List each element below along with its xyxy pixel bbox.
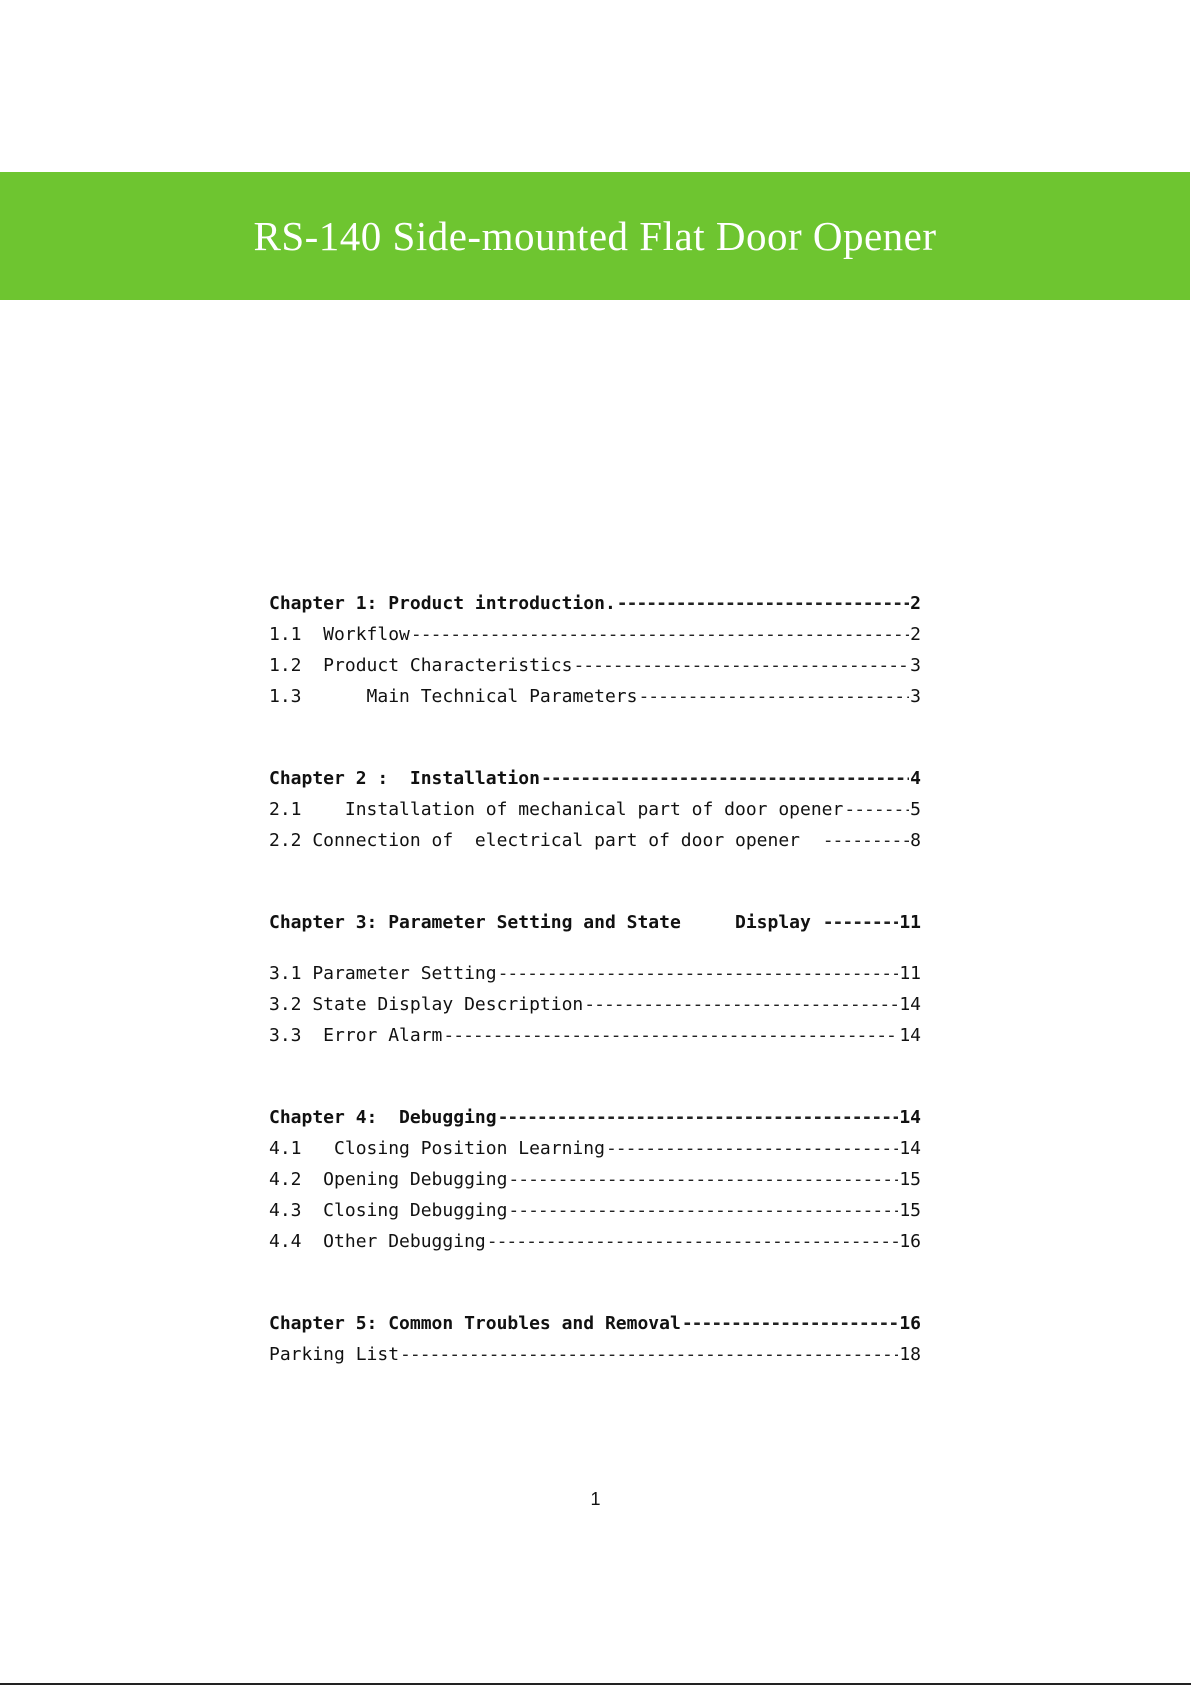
toc-entry-label: 2.2 Connection of electrical part of door opener (269, 830, 822, 851)
toc-entry-label: 1.1 Workflow (269, 624, 410, 645)
toc-leader-dots (573, 650, 909, 681)
title-banner (0, 172, 1190, 300)
toc-entry-page: 11 (899, 963, 921, 984)
toc-entry-label: Chapter 5: Common Troubles and Removal (269, 1313, 681, 1334)
toc-entry-page: 5 (910, 799, 921, 820)
toc-entry[interactable] (269, 1164, 921, 1195)
toc-entry[interactable] (269, 958, 921, 989)
toc-entry[interactable] (269, 825, 921, 856)
toc-leader-dots (682, 1308, 899, 1339)
toc-entry[interactable] (269, 1339, 921, 1370)
toc-entry[interactable] (269, 1020, 921, 1051)
toc-entry-page: 15 (899, 1169, 921, 1190)
toc-entry-page: 2 (910, 624, 921, 645)
toc-entry-label: Chapter 2 : Installation (269, 768, 540, 789)
toc-entry-page: 3 (910, 686, 921, 707)
toc-entry-label: Chapter 4: Debugging (269, 1107, 497, 1128)
toc-entry-label: 4.3 Closing Debugging (269, 1200, 508, 1221)
toc-entry-page: 14 (899, 1025, 921, 1046)
toc-entry-label: 4.1 Closing Position Learning (269, 1138, 605, 1159)
toc-leader-dots (584, 989, 898, 1020)
document-title: RS-140 Side-mounted Flat Door Opener (253, 213, 937, 259)
toc-entry-label: 3.3 Error Alarm (269, 1025, 443, 1046)
toc-entry[interactable] (269, 1308, 921, 1339)
toc-leader-dots (400, 1339, 898, 1370)
toc-leader-dots (487, 1226, 899, 1257)
toc-leader-dots (541, 763, 909, 794)
toc-entry-label: 4.4 Other Debugging (269, 1231, 486, 1252)
toc-entry-label: Chapter 1: Product introduction. (269, 593, 616, 614)
toc-entry-page: 16 (899, 1231, 921, 1252)
toc-entry[interactable] (269, 619, 921, 650)
toc-leader-dots (844, 794, 909, 825)
toc-leader-dots (823, 907, 899, 938)
toc-leader-dots (498, 1102, 899, 1133)
toc-entry-label: 1.2 Product Characteristics (269, 655, 573, 676)
toc-entry[interactable] (269, 1226, 921, 1257)
toc-entry-page: 11 (899, 912, 921, 933)
toc-entry-page: 4 (910, 768, 921, 789)
toc-entry-label: 3.2 State Display Description (269, 994, 584, 1015)
toc-entry-label: 4.2 Opening Debugging (269, 1169, 508, 1190)
toc-entry[interactable] (269, 1102, 921, 1133)
toc-entry-page: 14 (899, 1107, 921, 1128)
toc-entry-page: 16 (899, 1313, 921, 1334)
toc-entry-page: 14 (899, 1138, 921, 1159)
toc-leader-dots (411, 619, 909, 650)
toc-entry-label: Parking List (269, 1344, 400, 1365)
toc-entry[interactable] (269, 989, 921, 1020)
table-of-contents (269, 588, 921, 1370)
page-number: 1 (590, 1489, 601, 1509)
toc-entry[interactable] (269, 650, 921, 681)
toc-entry[interactable] (269, 588, 921, 619)
toc-leader-dots (823, 825, 909, 856)
toc-entry-label: Chapter 3: Parameter Setting and State Display (269, 912, 822, 933)
toc-entry-page: 8 (910, 830, 921, 851)
toc-entry-page: 14 (899, 994, 921, 1015)
toc-entry[interactable] (269, 907, 921, 938)
toc-entry[interactable] (269, 681, 921, 712)
toc-entry-label: 1.3 Main Technical Parameters (269, 686, 638, 707)
toc-entry-page: 18 (899, 1344, 921, 1365)
toc-entry-label: 3.1 Parameter Setting (269, 963, 497, 984)
toc-leader-dots (606, 1133, 898, 1164)
toc-leader-dots (508, 1164, 898, 1195)
toc-leader-dots (498, 958, 899, 989)
toc-entry-page: 2 (910, 593, 921, 614)
toc-entry[interactable] (269, 763, 921, 794)
toc-leader-dots (617, 588, 909, 619)
toc-entry-page: 15 (899, 1200, 921, 1221)
toc-leader-dots (443, 1020, 898, 1051)
toc-entry[interactable] (269, 1133, 921, 1164)
toc-leader-dots (508, 1195, 898, 1226)
toc-entry[interactable] (269, 794, 921, 825)
toc-entry-label: 2.1 Installation of mechanical part of door opener (269, 799, 844, 820)
toc-leader-dots (638, 681, 909, 712)
toc-entry[interactable] (269, 1195, 921, 1226)
toc-entry-page: 3 (910, 655, 921, 676)
